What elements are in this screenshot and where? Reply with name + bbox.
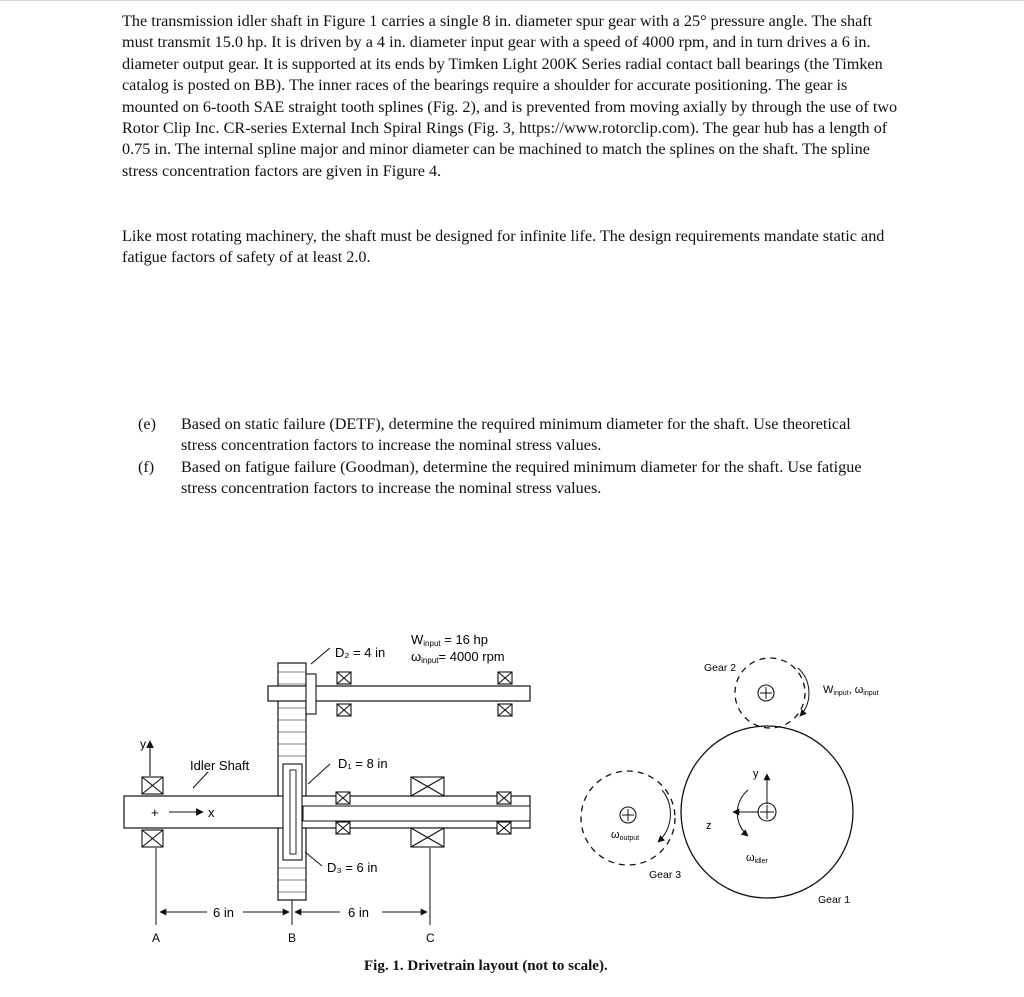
side-y-label: y [753,768,759,780]
question-f-label: (f) [138,458,155,476]
output-shaft [303,806,530,821]
gear2-hub [306,674,316,714]
point-b-label: B [288,931,297,945]
omega-output-arrow [658,790,670,842]
design-requirements: Like most rotating machinery, the shaft must be designed for infinite life. The design requirements mandate static and fatigue factors of safety of at least 2.0. [122,227,885,267]
omega-output-label: ωoutput [611,829,640,842]
idler-shaft-label: Idler Shaft [190,758,250,773]
omega-idler-arrow [737,790,748,836]
d1-label: D₁ = 8 in [338,756,388,771]
x-axis-label: x [208,805,215,820]
question-e-text: Based on static failure (DETF), determine the required minimum diameter for the shaft. Use theoretical stress concentration factors to increase the nominal stress values. [181,415,851,455]
question-e-label: (e) [138,415,156,433]
idler-spline [290,770,296,854]
problem-statement: The transmission idler shaft in Figure 1 carries a single 8 in. diameter spur gear with a 25° pressure angle. The shaft must transmit 15.0 hp. It is driven by a 4 in. diameter input gear with a speed of 4000 rpm, and in turn drives a 6 in. diameter output gear. It is supported at its ends by Timken Light 200K Series radial contact ball bearings (the Timken catalog is posted on BB). The inner races of the bearings require a shoulder for accurate positioning. The gear is mounted on 6-tooth SAE straight tooth splines (Fig. 2), and is prevented from moving axially by through the use of two Rotor Clip Inc. CR-series External Inch Spiral Rings (Fig. 3, https://www.rotorclip.com). The gear hub has a length of 0.75 in. The internal spline major and minor diameter can be machined to match the splines on the shaft. The spline stress concentration factors are given in Figure 4. [122,12,898,180]
point-c-label: C [426,931,435,945]
gear1-label: Gear 1 [818,894,851,906]
y-axis-label: y [140,737,146,751]
dim-bc-label: 6 in [348,905,369,920]
plus-sign: + [151,805,159,820]
d3-label: D₃ = 6 in [327,860,378,875]
figure-caption: Fig. 1. Drivetrain layout (not to scale). [364,958,608,974]
omega-input-label: ωinput= 4000 rpm [411,649,505,665]
side-w-input-label: Winput, ωinput [823,684,879,697]
gear2-label: Gear 2 [704,662,737,674]
gear3-label: Gear 3 [649,869,682,881]
omega-idler-label: ωidler [746,852,768,865]
point-a-label: A [152,931,161,945]
dim-ab-label: 6 in [213,905,234,920]
d2-label: D₂ = 4 in [335,645,386,660]
side-z-label: z [706,820,712,832]
question-f-text: Based on fatigue failure (Goodman), determine the required minimum diameter for the shaft. Use fatigue stress concentration factors to increase the nominal stress values. [181,458,862,498]
w-input-label: Winput = 16 hp [411,632,488,648]
